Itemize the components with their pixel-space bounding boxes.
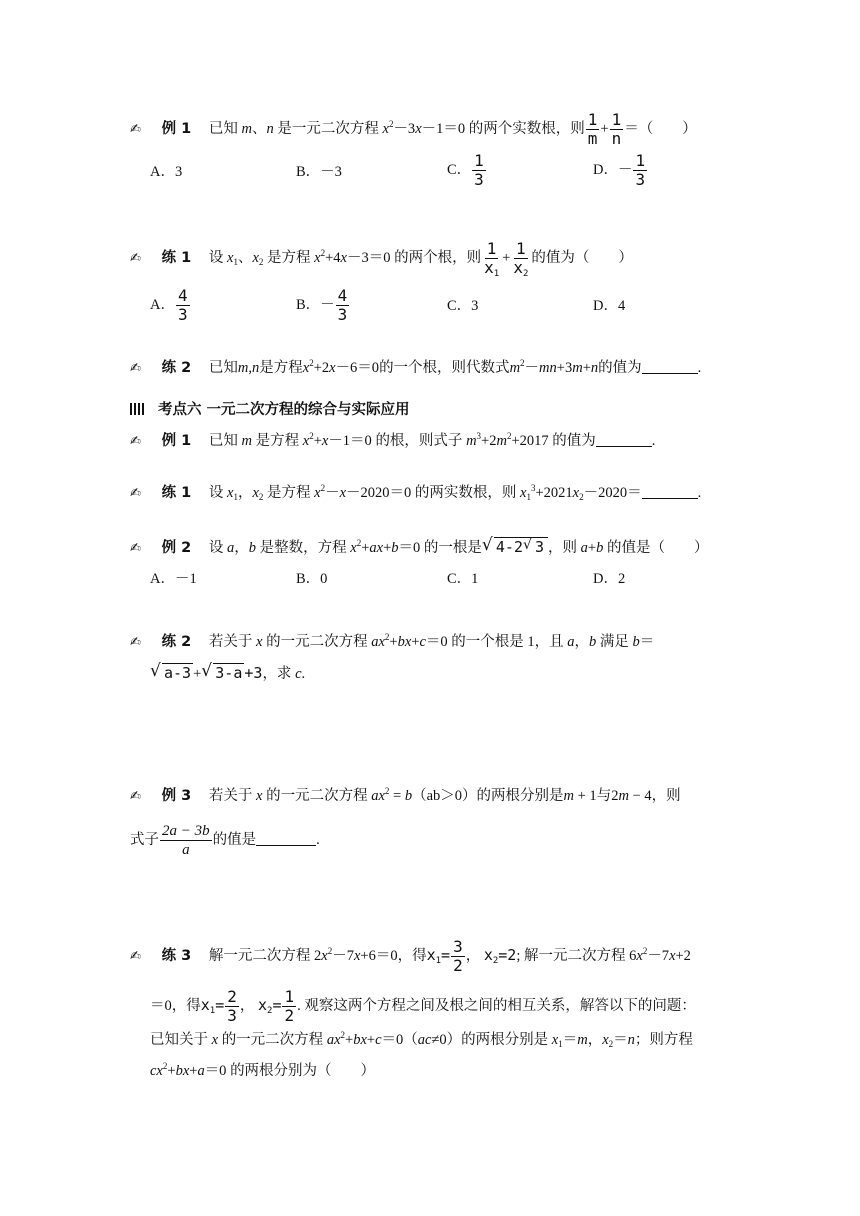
option-c: C． $\frac{1}{3}$ [447, 151, 484, 189]
question-example-2: ✍ 例 2 设 a，b 是整数，方程 $x^2+ax+b=0$ 的一根是 √ 4-2 √ 3 ，则 a+b 的值是（ ） [130, 537, 708, 559]
pencil-write-icon: ✍ [130, 486, 141, 501]
pencil-write-icon: ✍ [130, 361, 141, 376]
question-practice-3: ✍ 练 3 解一元二次方程 $2x^2-7x+6=0$，得$x_1=$ $\frac{3}{2}$ ， $x_2=2$; 解一元二次方程 $6x^2-7x+2$ [130, 937, 691, 975]
option-c: C．1 [447, 571, 479, 587]
option-b: B．－3 [296, 164, 342, 180]
option-a: A． $\frac{4}{3}$ [150, 286, 188, 324]
question-label: 练 2 [161, 360, 192, 376]
section-icon [130, 403, 144, 415]
section-heading: 考点六 一元二次方程的综合与实际应用 [130, 398, 410, 419]
question-label: 练 3 [161, 947, 192, 964]
option-d: D．－ $\frac{1}{3}$ [593, 151, 646, 189]
question-practice-3-line2: ＝0，得$x_1=$ $\frac{2}{3}$ ， $x_2=$ $\frac{1}{2}$ . 观察这两个方程之间及根之间的相互关系，解答以下的问题： [150, 987, 696, 1025]
question-label: 例 2 [161, 540, 192, 556]
pencil-write-icon: ✍ [130, 948, 141, 964]
pencil-write-icon: ✍ [130, 541, 141, 556]
question-label: 例 1 [161, 433, 192, 449]
option-b: B．－ $\frac{4}{3}$ [296, 286, 348, 324]
option-c: C．3 [447, 298, 479, 314]
question-practice-1b: ✍ 练 1 设 $x_1$，$x_2$ 是方程 $x^2-x-2020=0$ 的两实数根，则 $x_1^3+2021x_2-2020=$ . [130, 483, 702, 502]
option-d: D．2 [593, 571, 626, 587]
question-example-3: ✍ 例 3 若关于 x 的一元二次方程 $ax^2 = b(ab>0)$的两根分别是m + 1与2m − 4，则 [130, 786, 681, 807]
question-practice-2: ✍ 练 2 已知m,n是方程$x^2+2x-6=0$的一个根，则代数式$m^2-mn+3m+n$的值为 . [130, 358, 701, 379]
question-example-1b: ✍ 例 1 已知 m 是方程 $x^2+x-1=0$ 的根，则式子 $m^3+2m^2+2017$ 的值为 . [130, 431, 655, 452]
question-practice-3-line4: $cx^2+bx+a=0$ 的两根分别为（ ） [150, 1061, 376, 1079]
fraction: $\frac{1}{n}$ [611, 110, 622, 148]
question-label: 例 1 [161, 120, 192, 137]
option-d: D．4 [593, 298, 626, 314]
question-practice-2b: ✍ 练 2 若关于 x 的一元二次方程 $ax^2+bx+c=0$ 的一个根是 1，且 a，b 满足 b＝ [130, 632, 654, 653]
pencil-write-icon: ✍ [130, 434, 141, 449]
option-b: B．0 [296, 571, 328, 587]
question-practice-1: ✍ 练 1 设 $x_1$、$x_2$ 是方程 $x^2+4x-3=0$ 的两个根，则 $\frac{1}{x_1}$ + $\frac{1}{x_2}$ 的值为（ ） [130, 239, 633, 279]
sqrt-expression: √ 4-2 √ 3 [482, 537, 548, 557]
pencil-write-icon: ✍ [130, 250, 141, 266]
pencil-write-icon: ✍ [130, 789, 141, 804]
question-example-1: ✍ 例 1 已知 m、n 是一元二次方程 $x^2-3x-1=0$ 的两个实数根，则 $\frac{1}{m}$ + $\frac{1}{n}$ ＝（ ） [130, 110, 697, 148]
question-label: 练 1 [161, 485, 192, 501]
question-practice-3-line3: 已知关于 x 的一元二次方程 $ax^2+bx+c=0(ac\ne 0)$的两根分别是 $x_1=m$，$x_2=n$；则方程 [150, 1030, 693, 1049]
question-label: 练 2 [161, 634, 192, 650]
question-practice-2b-line2: √ a-3 + √ 3-a +3，求 c. [150, 661, 306, 682]
pencil-write-icon: ✍ [130, 635, 141, 650]
option-a: A．3 [150, 164, 183, 180]
question-label: 例 3 [161, 788, 192, 804]
option-a: A．－1 [150, 571, 197, 587]
question-example-3-line2: 式子 $\frac{2a - 3b}{a}$ 的值是 . [130, 823, 320, 858]
pencil-write-icon: ✍ [130, 121, 141, 137]
question-label: 练 1 [161, 249, 192, 266]
fraction: $\frac{1}{m}$ [587, 110, 598, 148]
